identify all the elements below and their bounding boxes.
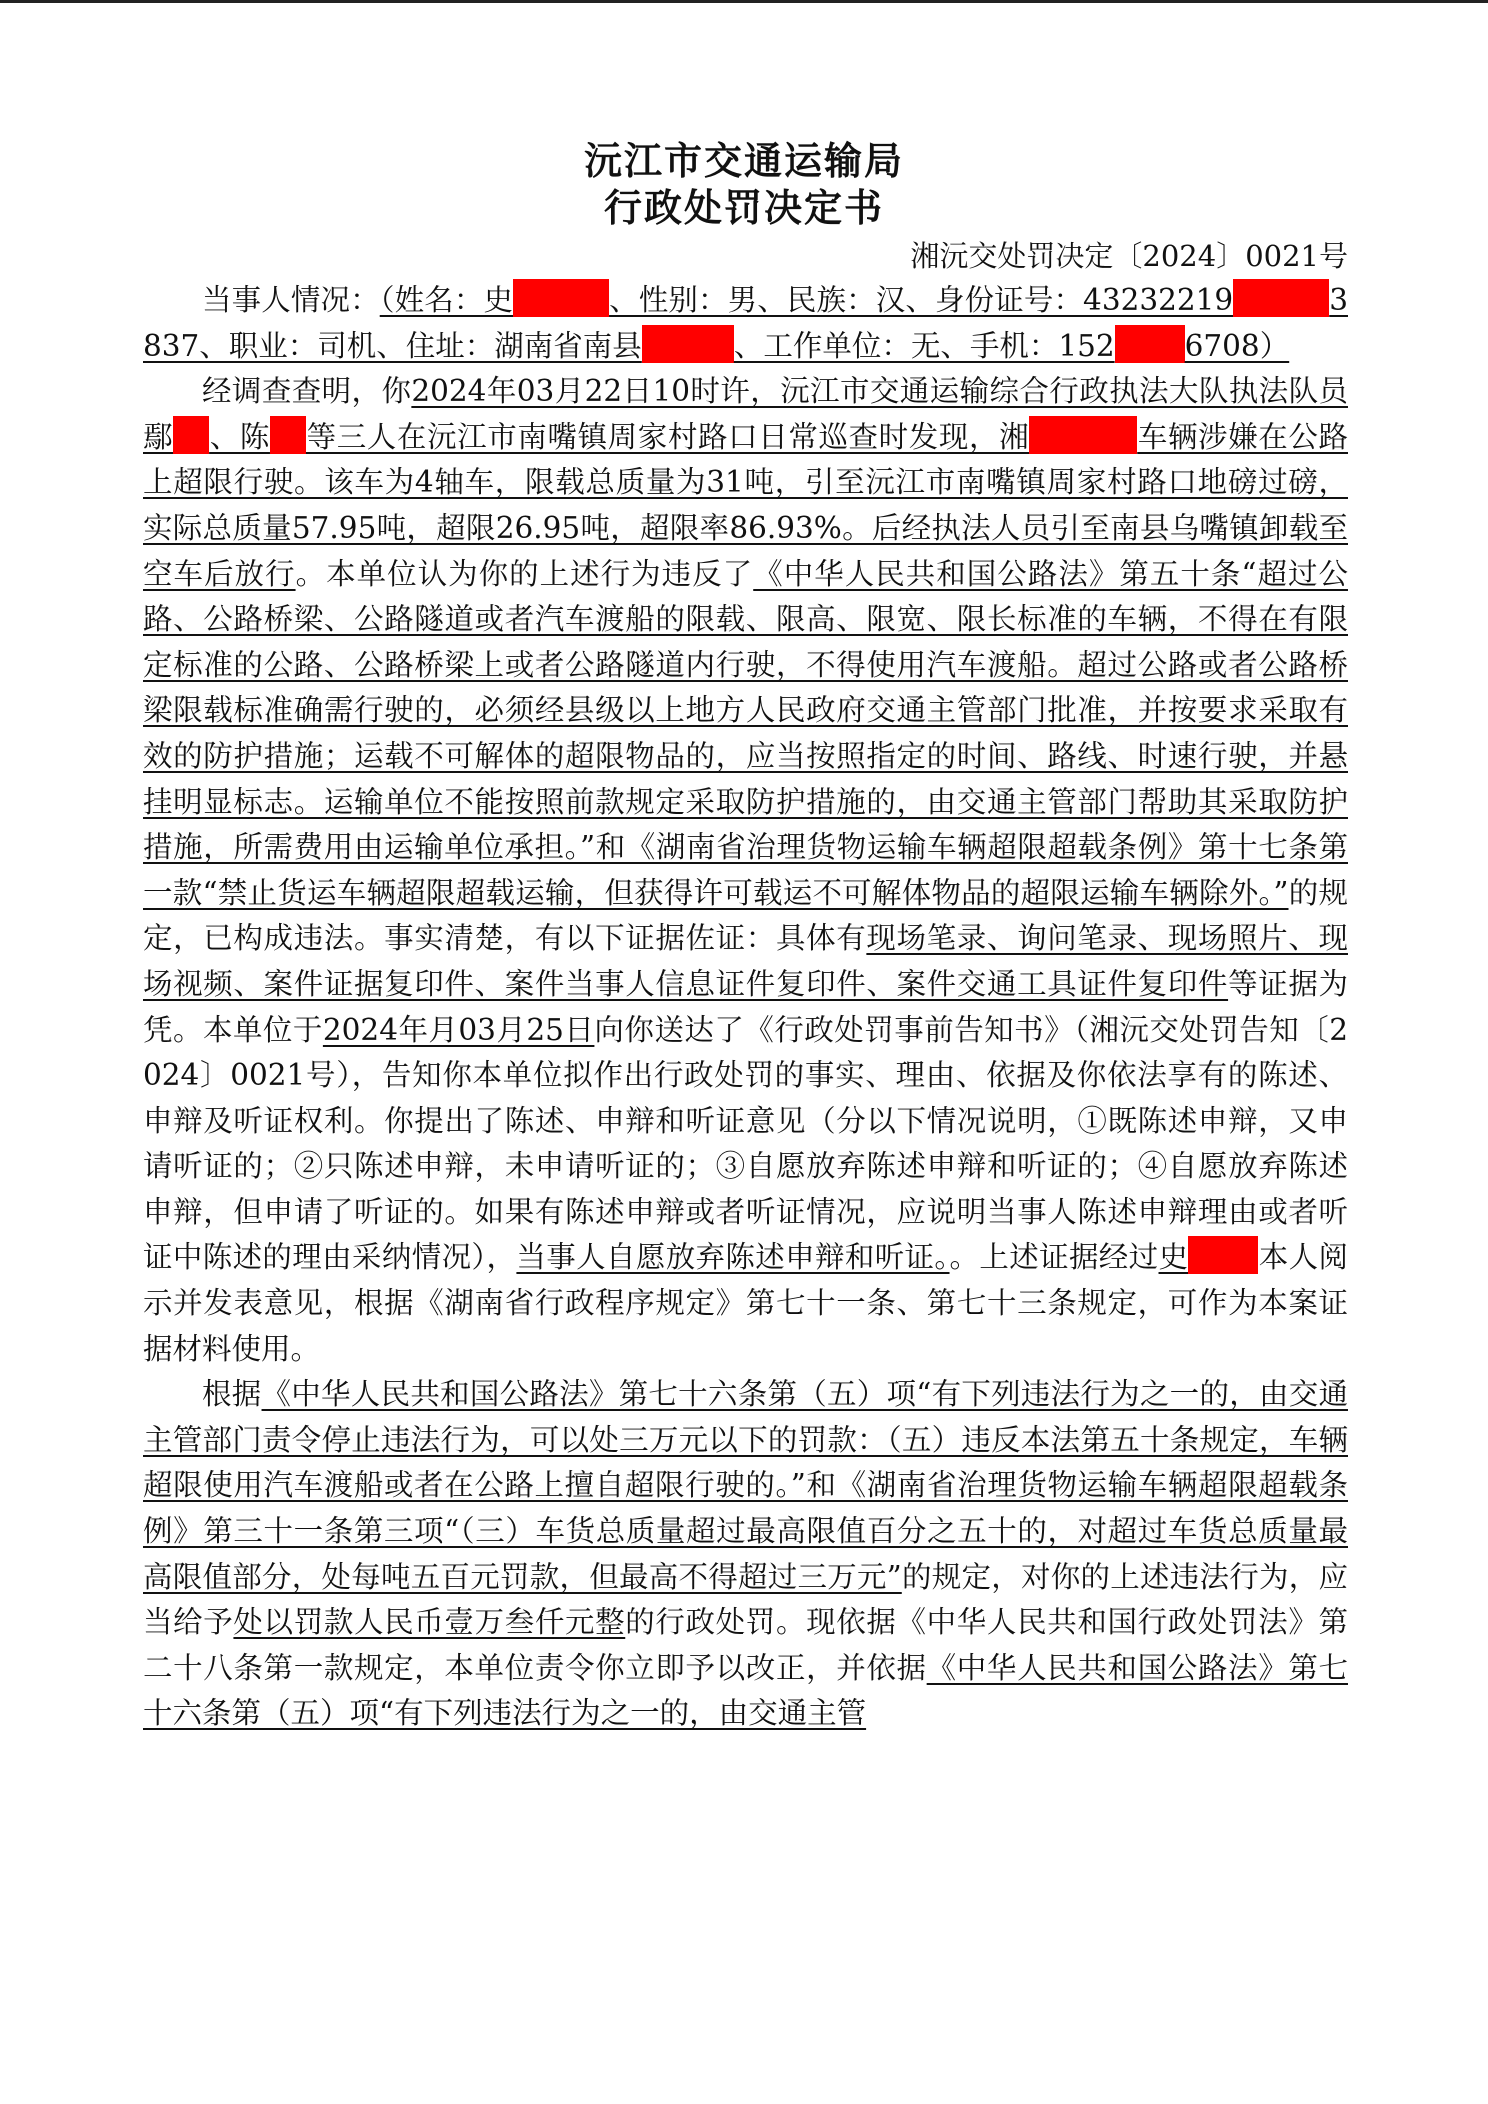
- document-body: [143, 278, 1348, 1737]
- facts-reviewer: [1159, 1240, 1259, 1274]
- party-label: 当事人情况：: [202, 283, 380, 317]
- redaction-block: [1029, 416, 1137, 454]
- basis-order: 的行政处罚。现依据《中华人民共和国行政处罚法》第二十八条第一款规定，本单位责令你立即予以改正，并依据: [143, 1605, 1348, 1685]
- facts-notice-intro: 等证据为凭。本单位于: [143, 966, 1348, 1047]
- facts-notice-details: 向你送达了《行政处罚事前告知书》（湘沅交处罚告知〔2024〕0021号），告知你本单位拟作出行政处罚的事实、理由、依据及你依法享有的陈述、申辩及听证权利。你提出了陈述、申辩和听证意见（分以下情况说明，①既陈述申辩，又申请听证的；②只陈述申辩，未申请听证的；③自愿放弃陈述申辩和听证的；④自愿放弃陈述申辩，但申请了听证的。如果有陈述申辩或者听证情况，应说明当事人陈述申辩理由或者听证中陈述的理由采纳情况），: [143, 1012, 1348, 1275]
- facts-officer-2: 、陈: [209, 419, 270, 454]
- facts-violation-intro: 。本单位认为你的上述行为违反了: [295, 556, 754, 591]
- party-job-address: 3837、职业：司机、住址：湖南省南县: [143, 283, 1348, 363]
- party-info-paragraph: [143, 278, 1348, 369]
- facts-notice-date: 2024年月03月25日: [322, 1012, 595, 1047]
- redaction-block: [1233, 279, 1329, 317]
- document-number: 湘沅交处罚决定〔2024〕0021号: [910, 239, 1348, 273]
- party-gender-id: 、性别：男、民族：汉、身份证号：43232219: [609, 283, 1234, 317]
- facts-paragraph: [143, 369, 1348, 1372]
- facts-incident-time: 2024年03月22日10时许，沅江市交通运输综合行政执法大队执法队员鄢: [143, 374, 1348, 454]
- penalty-amount: 处以罚款人民币壹万叁仟元整: [233, 1605, 626, 1640]
- redaction-block: [1115, 325, 1185, 363]
- redaction-block: [642, 325, 734, 363]
- party-name-prefix: （姓名：史: [379, 283, 514, 317]
- redaction-block: [173, 416, 209, 454]
- agency-title: 沅江市交通运输局: [583, 139, 904, 183]
- facts-waiver: 当事人自愿放弃陈述申辩和听证。: [516, 1240, 950, 1275]
- facts-intro: 经调查查明，你: [202, 374, 412, 409]
- redaction-block: [270, 416, 306, 454]
- party-work-phone: 、工作单位：无、手机：152: [733, 328, 1115, 363]
- facts-review-details: 本人阅示并发表意见，根据《湖南省行政程序规定》第七十一条、第七十三条规定，可作为本案证据材料使用。: [143, 1240, 1348, 1366]
- facts-patrol: 等三人在沅江市南嘴镇周家村路口日常巡查时发现，湘: [305, 419, 1030, 454]
- facts-overload-details: 车辆涉嫌在公路上超限行驶。该车为4轴车，限载总质量为31吨，引至沅江市南嘴镇周家村路口地磅过磅，实际总质量57.95吨，超限26.95吨，超限率86.93%。后经执法人员引至南县乌嘴镇卸载至空车后放行: [143, 419, 1348, 591]
- basis-paragraph: [143, 1372, 1348, 1737]
- basis-final-provision: 《中华人民共和国公路法》第七十六条第（五）项“有下列违法行为之一的，由交通主管: [143, 1650, 1348, 1731]
- basis-penalty-intro: 的规定，对你的上述违法行为，应当给予: [143, 1559, 1348, 1640]
- facts-violated-laws: 《中华人民共和国公路法》第五十条“超过公路、公路桥梁、公路隧道或者汽车渡船的限载、限高、限宽、限长标准的车辆，不得在有限定标准的公路、公路桥梁上或者公路隧道内行驶，不得使用汽车渡船。超过公路或者公路桥梁限载标准确需行驶的，必须经县级以上地方人民政府交通主管部门批准，并按要求采取有效的防护措施；运载不可解体的超限物品的，应当按照指定的时间、路线、时速行驶，并悬挂明显标志。运输单位不能按照前款规定采取防护措施的，由交通主管部门帮助其采取防护措施，所需费用由运输单位承担。”和《湖南省治理货物运输车辆超限超载条例》第十七条第一款“禁止货运车辆超限超载运输，但获得许可载运不可解体物品的超限运输车辆除外。”: [143, 556, 1348, 910]
- redaction-block: [513, 279, 609, 317]
- redaction-block: [1188, 1236, 1258, 1274]
- top-border-line: [0, 0, 1488, 3]
- party-phone-suffix: 6708）: [1184, 328, 1290, 363]
- basis-intro: 根据: [202, 1377, 262, 1412]
- facts-evidence-intro: 的规定，已构成违法。事实清楚，有以下证据佐证：具体有: [143, 875, 1348, 956]
- facts-evidence-list: 现场笔录、询问笔录、现场照片、现场视频、案件证据复印件、案件当事人信息证件复印件、案件交通工具证件复印件: [143, 921, 1348, 1001]
- facts-review-intro: 。上述证据经过: [949, 1240, 1159, 1275]
- reviewer-surname: 史: [1158, 1240, 1189, 1275]
- document-type-title: 行政处罚决定书: [603, 186, 884, 230]
- basis-legal-provisions: 《中华人民共和国公路法》第七十六条第（五）项“有下列违法行为之一的，由交通主管部门责令停止违法行为，可以处三万元以下的罚款：（五）违反本法第五十条规定，车辆超限使用汽车渡船或者在公路上擅自超限行驶的。”和《湖南省治理货物运输车辆超限超载条例》第三十一条第三项“（三）车货总质量超过最高限值百分之五十的，对超过车货总质量最高限值部分，处每吨五百元罚款，但最高不得超过三万元”: [143, 1377, 1348, 1594]
